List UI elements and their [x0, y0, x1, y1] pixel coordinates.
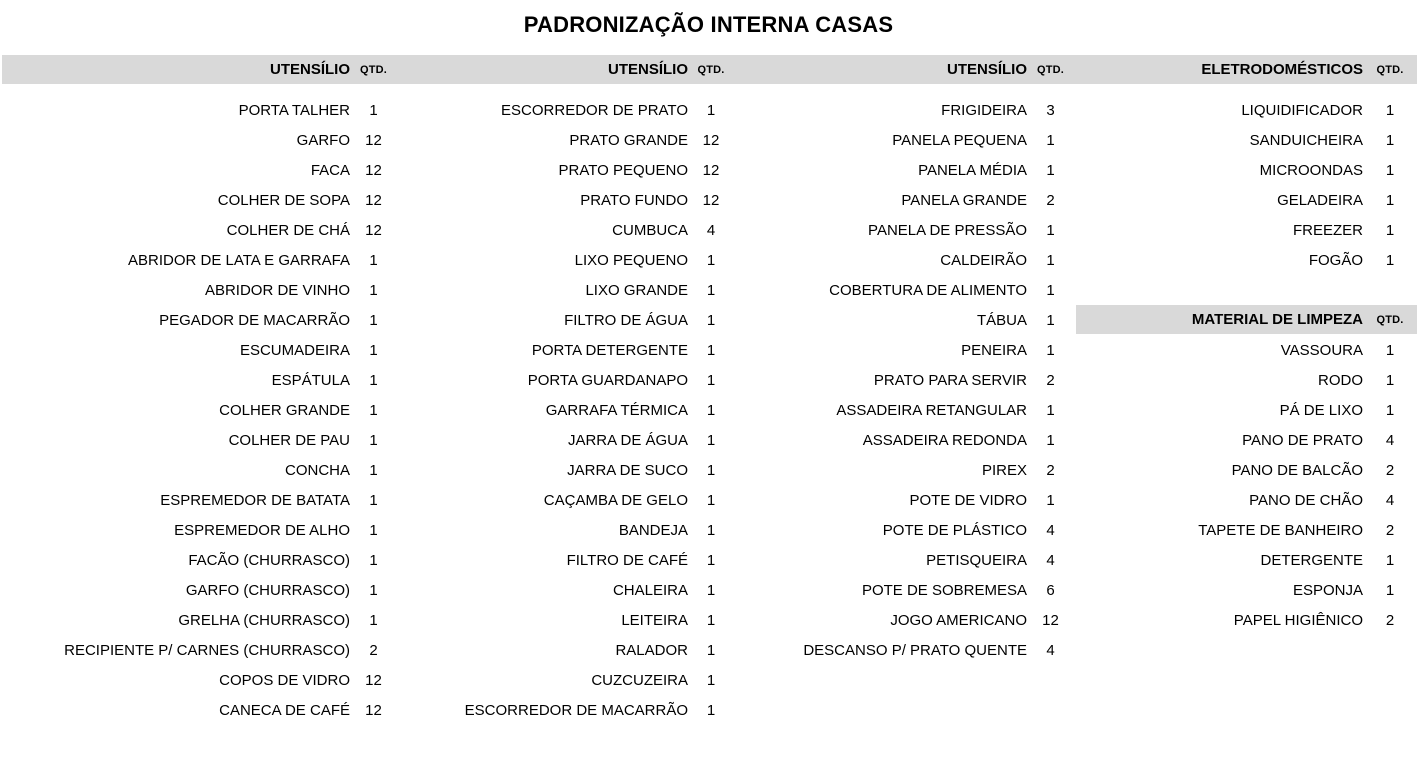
item-qty: 1 — [1046, 491, 1055, 509]
item-name: VASSOURA — [1280, 341, 1363, 359]
item-row — [1076, 215, 1417, 245]
item-qty: 12 — [1042, 611, 1059, 629]
item-row — [2, 95, 397, 125]
item-row — [2, 545, 397, 575]
item-name: FOGÃO — [1308, 251, 1363, 269]
item-row — [734, 185, 1074, 215]
item-qty: 1 — [369, 611, 378, 629]
item-qty: 1 — [369, 251, 378, 269]
item-row — [2, 365, 397, 395]
item-row — [734, 245, 1074, 275]
item-qty: 4 — [1046, 521, 1055, 539]
item-qty: 1 — [369, 581, 378, 599]
item-qty: 1 — [369, 371, 378, 389]
item-row — [734, 545, 1074, 575]
item-name: POTE DE VIDRO — [909, 491, 1027, 509]
item-qty: 4 — [1385, 491, 1395, 509]
item-qty: 1 — [706, 701, 716, 719]
item-row — [734, 605, 1074, 635]
item-row — [1076, 515, 1417, 545]
item-name: SANDUICHEIRA — [1249, 131, 1363, 149]
item-name: PRATO GRANDE — [569, 131, 688, 149]
item-qty: 1 — [369, 521, 378, 539]
item-row — [2, 305, 397, 335]
item-qty: 1 — [1046, 401, 1055, 419]
item-name: PANO DE PRATO — [1242, 431, 1363, 449]
item-qty: 1 — [706, 431, 716, 449]
column-header — [2, 55, 397, 84]
item-name: PEGADOR DE MACARRÃO — [159, 311, 350, 329]
item-qty: 4 — [706, 221, 716, 239]
item-row — [2, 485, 397, 515]
item-name: CUMBUCA — [612, 221, 688, 239]
item-name: CAÇAMBA DE GELO — [543, 491, 688, 509]
item-name: ESPONJA — [1292, 581, 1363, 599]
item-row — [2, 395, 397, 425]
item-row — [2, 665, 397, 695]
item-row — [734, 125, 1074, 155]
item-qty: 1 — [369, 281, 378, 299]
item-qty: 1 — [369, 101, 378, 119]
item-name: PÁ DE LIXO — [1279, 401, 1363, 419]
item-qty: 1 — [706, 611, 716, 629]
item-row — [397, 515, 734, 545]
item-name: PORTA TALHER — [238, 101, 350, 119]
item-qty: 12 — [365, 221, 382, 239]
item-row — [1076, 575, 1417, 605]
item-row — [734, 455, 1074, 485]
item-qty: 1 — [1046, 341, 1055, 359]
item-name: COLHER GRANDE — [219, 401, 350, 419]
item-row — [2, 125, 397, 155]
item-qty: 1 — [1046, 281, 1055, 299]
item-row — [397, 245, 734, 275]
item-name: ESPÁTULA — [271, 371, 350, 389]
item-name: ESCORREDOR DE PRATO — [501, 101, 688, 119]
item-qty: 1 — [706, 641, 716, 659]
item-row — [397, 665, 734, 695]
item-row — [1076, 185, 1417, 215]
item-qty: 1 — [1385, 221, 1395, 239]
item-name: CUZCUZEIRA — [591, 671, 688, 689]
item-name: COLHER DE CHÁ — [226, 221, 350, 239]
item-qty: 1 — [706, 551, 716, 569]
item-row — [734, 215, 1074, 245]
item-row — [2, 515, 397, 545]
item-qty: 12 — [702, 131, 720, 149]
item-name: RODO — [1318, 371, 1363, 389]
qtd-header-label: QTD. — [1376, 313, 1404, 326]
item-qty: 1 — [1385, 251, 1395, 269]
item-row — [734, 485, 1074, 515]
item-name: CANECA DE CAFÉ — [219, 701, 350, 719]
item-qty: 2 — [1385, 461, 1395, 479]
item-qty: 1 — [706, 101, 716, 119]
item-row — [1076, 365, 1417, 395]
item-name: ESPREMEDOR DE ALHO — [174, 521, 350, 539]
item-name: ABRIDOR DE LATA E GARRAFA — [128, 251, 350, 269]
item-row — [397, 485, 734, 515]
item-row — [1076, 455, 1417, 485]
item-qty: 12 — [365, 131, 382, 149]
item-name: ABRIDOR DE VINHO — [204, 281, 350, 299]
item-name: DETERGENTE — [1260, 551, 1363, 569]
item-row — [734, 275, 1074, 305]
item-row — [734, 635, 1074, 665]
item-name: FILTRO DE CAFÉ — [566, 551, 688, 569]
item-name: GELADEIRA — [1277, 191, 1363, 209]
item-row — [1076, 125, 1417, 155]
item-qty: 1 — [1385, 581, 1395, 599]
item-row — [1076, 155, 1417, 185]
item-qty: 1 — [1385, 131, 1395, 149]
item-name: LIXO PEQUENO — [574, 251, 688, 269]
item-row — [734, 515, 1074, 545]
item-name: FILTRO DE ÁGUA — [564, 311, 688, 329]
item-name: PANO DE BALCÃO — [1231, 461, 1363, 479]
item-name: RALADOR — [615, 641, 688, 659]
item-name: MICROONDAS — [1259, 161, 1363, 179]
item-name: LIQUIDIFICADOR — [1241, 101, 1363, 119]
item-qty: 2 — [1046, 461, 1055, 479]
item-qty: 1 — [706, 251, 716, 269]
item-row — [2, 575, 397, 605]
item-name: PIREX — [981, 461, 1027, 479]
page-title: PADRONIZAÇÃO INTERNA CASAS — [523, 12, 894, 37]
column-header-label: UTENSÍLIO — [607, 61, 688, 78]
item-name: PRATO PARA SERVIR — [873, 371, 1027, 389]
item-row — [397, 305, 734, 335]
item-row — [397, 185, 734, 215]
item-qty: 1 — [1385, 401, 1395, 419]
item-qty: 1 — [1385, 101, 1395, 119]
item-qty: 1 — [706, 371, 716, 389]
item-name: GARFO — [296, 131, 350, 149]
item-row — [397, 455, 734, 485]
item-qty: 1 — [1385, 371, 1395, 389]
item-row — [734, 155, 1074, 185]
item-qty: 2 — [1046, 191, 1055, 209]
item-qty: 1 — [1385, 551, 1395, 569]
column-header — [397, 55, 734, 84]
item-name: PRATO PEQUENO — [558, 161, 688, 179]
item-row — [397, 215, 734, 245]
item-name: ESPREMEDOR DE BATATA — [160, 491, 350, 509]
item-row — [1076, 95, 1417, 125]
item-qty: 1 — [1046, 311, 1055, 329]
item-name: TÁBUA — [976, 311, 1027, 329]
item-row — [2, 215, 397, 245]
item-qty: 1 — [706, 461, 716, 479]
item-row — [734, 305, 1074, 335]
item-qty: 1 — [369, 461, 378, 479]
item-name: RECIPIENTE P/ CARNES (CHURRASCO) — [64, 641, 350, 659]
item-name: TAPETE DE BANHEIRO — [1198, 521, 1363, 539]
item-row — [397, 425, 734, 455]
item-row — [1076, 395, 1417, 425]
item-name: BANDEJA — [618, 521, 688, 539]
item-qty: 1 — [1046, 431, 1055, 449]
item-qty: 12 — [365, 701, 382, 719]
column-header — [734, 55, 1074, 84]
item-qty: 2 — [1385, 611, 1395, 629]
item-name: GARRAFA TÉRMICA — [545, 401, 688, 419]
item-row — [2, 635, 397, 665]
column-header-label: UTENSÍLIO — [269, 61, 350, 78]
item-row — [397, 695, 734, 725]
item-qty: 12 — [365, 191, 382, 209]
item-qty: 2 — [369, 641, 378, 659]
item-qty: 1 — [369, 341, 378, 359]
item-row — [734, 335, 1074, 365]
item-qty: 1 — [706, 401, 716, 419]
item-row — [397, 545, 734, 575]
item-qty: 4 — [1046, 551, 1055, 569]
item-name: PANELA DE PRESSÃO — [868, 221, 1027, 239]
item-name: PRATO FUNDO — [580, 191, 688, 209]
item-qty: 1 — [369, 551, 378, 569]
item-name: FACA — [310, 161, 350, 179]
item-qty: 1 — [1046, 251, 1055, 269]
item-column — [2, 95, 397, 725]
item-qty: 6 — [1046, 581, 1055, 599]
item-name: CALDEIRÃO — [940, 251, 1027, 269]
item-row — [397, 605, 734, 635]
item-name: POTE DE PLÁSTICO — [882, 521, 1027, 539]
item-row — [1076, 485, 1417, 515]
item-column — [397, 95, 734, 725]
item-qty: 1 — [1046, 221, 1055, 239]
item-qty: 4 — [1046, 641, 1055, 659]
item-row — [1076, 335, 1417, 365]
item-row — [397, 155, 734, 185]
item-qty: 1 — [1385, 161, 1395, 179]
item-column — [734, 95, 1074, 665]
item-name: FACÃO (CHURRASCO) — [188, 551, 350, 569]
item-name: CHALEIRA — [612, 581, 688, 599]
item-row — [734, 575, 1074, 605]
item-name: PANELA PEQUENA — [892, 131, 1027, 149]
item-name: POTE DE SOBREMESA — [861, 581, 1027, 599]
item-name: ASSADEIRA REDONDA — [862, 431, 1027, 449]
item-qty: 1 — [706, 671, 716, 689]
item-row — [2, 185, 397, 215]
item-column — [1076, 95, 1417, 635]
item-qty: 4 — [1385, 431, 1395, 449]
item-name: GARFO (CHURRASCO) — [185, 581, 350, 599]
item-name: DESCANSO P/ PRATO QUENTE — [803, 641, 1027, 659]
item-row — [2, 155, 397, 185]
item-name: FREEZER — [1292, 221, 1363, 239]
item-row — [397, 95, 734, 125]
item-name: PANELA MÉDIA — [918, 161, 1027, 179]
item-name: COBERTURA DE ALIMENTO — [829, 281, 1027, 299]
item-qty: 1 — [706, 581, 716, 599]
item-name: PENEIRA — [961, 341, 1027, 359]
item-name: PAPEL HIGIÊNICO — [1233, 611, 1363, 629]
item-qty: 1 — [369, 401, 378, 419]
qtd-header-label: QTD. — [1036, 63, 1065, 76]
item-name: PANO DE CHÃO — [1249, 491, 1363, 509]
item-name: ASSADEIRA RETANGULAR — [836, 401, 1027, 419]
item-name: PORTA DETERGENTE — [531, 341, 688, 359]
qtd-header-label: QTD. — [359, 63, 388, 76]
item-row — [2, 605, 397, 635]
item-qty: 1 — [1385, 341, 1395, 359]
item-name: COLHER DE PAU — [228, 431, 350, 449]
item-qty: 1 — [706, 281, 716, 299]
item-name: FRIGIDEIRA — [941, 101, 1027, 119]
item-qty: 1 — [1046, 131, 1055, 149]
item-row — [734, 395, 1074, 425]
item-qty: 1 — [369, 311, 378, 329]
item-name: COLHER DE SOPA — [217, 191, 350, 209]
item-name: CONCHA — [284, 461, 350, 479]
item-row — [1076, 245, 1417, 275]
item-row — [2, 695, 397, 725]
column-header — [1076, 55, 1417, 84]
item-row — [1076, 605, 1417, 635]
item-row — [1076, 425, 1417, 455]
item-row — [397, 335, 734, 365]
item-qty: 12 — [702, 161, 720, 179]
item-name: PANELA GRANDE — [901, 191, 1027, 209]
item-name: PETISQUEIRA — [926, 551, 1027, 569]
column-header-label: UTENSÍLIO — [946, 61, 1027, 78]
item-row — [2, 335, 397, 365]
item-name: LEITEIRA — [621, 611, 688, 629]
item-name: JOGO AMERICANO — [890, 611, 1027, 629]
item-name: GRELHA (CHURRASCO) — [178, 611, 350, 629]
item-row — [397, 125, 734, 155]
item-qty: 12 — [702, 191, 720, 209]
qtd-header-label: QTD. — [697, 63, 725, 76]
item-qty: 1 — [369, 431, 378, 449]
item-row — [2, 275, 397, 305]
item-row — [734, 365, 1074, 395]
item-qty: 1 — [369, 491, 378, 509]
item-name: ESCORREDOR DE MACARRÃO — [464, 701, 688, 719]
item-row — [734, 95, 1074, 125]
item-name: PORTA GUARDANAPO — [527, 371, 688, 389]
item-qty: 3 — [1046, 101, 1055, 119]
item-row — [397, 365, 734, 395]
item-row — [397, 635, 734, 665]
section-header-bar — [1076, 305, 1417, 334]
item-qty: 12 — [365, 161, 382, 179]
item-qty: 1 — [706, 341, 716, 359]
item-name: COPOS DE VIDRO — [219, 671, 350, 689]
item-qty: 1 — [706, 521, 716, 539]
item-row — [397, 575, 734, 605]
item-row — [2, 425, 397, 455]
section-header-label: MATERIAL DE LIMPEZA — [1191, 311, 1363, 328]
column-header-label: ELETRODOMÉSTICOS — [1201, 61, 1363, 78]
item-row — [734, 425, 1074, 455]
item-row — [1076, 545, 1417, 575]
item-qty: 1 — [706, 311, 716, 329]
item-row — [397, 395, 734, 425]
item-qty: 1 — [1046, 161, 1055, 179]
item-qty: 2 — [1385, 521, 1395, 539]
qtd-header-label: QTD. — [1376, 63, 1404, 76]
item-qty: 1 — [706, 491, 716, 509]
item-qty: 12 — [365, 671, 382, 689]
item-qty: 1 — [1385, 191, 1395, 209]
item-name: JARRA DE ÁGUA — [567, 431, 688, 449]
item-row — [397, 275, 734, 305]
item-name: JARRA DE SUCO — [567, 461, 688, 479]
item-qty: 2 — [1046, 371, 1055, 389]
item-name: ESCUMADEIRA — [239, 341, 350, 359]
item-name: LIXO GRANDE — [585, 281, 688, 299]
item-row — [2, 455, 397, 485]
item-row — [2, 245, 397, 275]
